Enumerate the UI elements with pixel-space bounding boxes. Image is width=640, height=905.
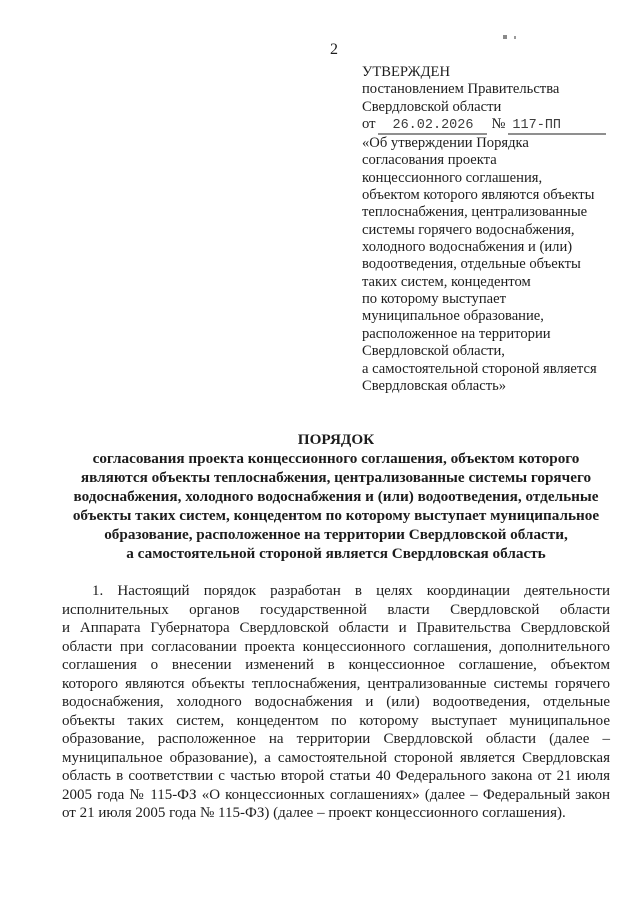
body-line: область в соответствии с частью второй статьи 40 Федерального закона от 21 июля — [62, 768, 610, 784]
body-line: которого являются объекты теплоснабжения, централизованные системы горячего — [62, 675, 610, 692]
order-subtitle-line: являются объекты теплоснабжения, централизованные системы горячего — [80, 469, 592, 486]
scan-artifact — [503, 35, 507, 39]
body-line: и Аппарата Губернатора Свердловской области и Правительства Свердловской — [62, 620, 610, 636]
approval-subject-line: по которому выступает — [362, 291, 506, 308]
approval-subject-line: концессионного соглашения, — [362, 169, 543, 186]
approval-intro-line: Свердловской области — [362, 98, 502, 115]
approval-subject-line: Свердловская область» — [362, 377, 507, 394]
approval-subject-line: согласования проекта — [362, 152, 497, 169]
approval-subject-line: а самостоятельной стороной является — [362, 360, 597, 377]
number-value: 117-ПП — [508, 118, 606, 135]
order-title: ПОРЯДОК — [297, 431, 375, 448]
approval-subject-line: холодного водоснабжения и (или) — [362, 239, 573, 256]
body-line: области при согласовании проекта концессионного соглашения, дополнительного — [62, 638, 610, 655]
approval-intro-line: УТВЕРЖДЕН — [362, 64, 450, 80]
order-heading — [62, 430, 610, 563]
approval-subject-line: «Об утверждении Порядка — [362, 135, 529, 152]
approval-subject-line: объектом которого являются объекты — [362, 187, 595, 204]
scan-artifact — [514, 36, 516, 39]
order-subtitle-line: водоснабжения, холодного водоснабжения и (или) водоотведения, отдельные — [73, 488, 599, 505]
approval-block — [362, 64, 620, 395]
body-line: муниципальное образование), а самостоятельной стороной является Свердловская — [62, 749, 610, 766]
order-subtitle-line: согласования проекта концессионного соглашения, объектом которого — [92, 450, 580, 467]
order-subtitle-line: образование, расположенное на территории Свердловской области, — [104, 526, 568, 543]
approval-subject-line: Свердловской области, — [362, 343, 505, 360]
approval-intro-line: постановлением Правительства — [362, 81, 560, 98]
body-line: соглашения о внесении изменений в концессионное соглашение, объектом — [62, 657, 610, 673]
page-number: 2 — [330, 41, 338, 58]
body-line: объекты таких систем, концедентом по которому выступает муниципальное — [62, 712, 610, 729]
approval-subject-line: водоотведения, отдельные объекты — [362, 256, 581, 273]
order-subtitle-line: а самостоятельной стороной является Свердловская область — [126, 545, 546, 562]
approval-subject-line: теплоснабжения, централизованные — [362, 204, 588, 221]
number-label: № — [491, 116, 506, 133]
approval-subject-line: системы горячего водоснабжения, — [362, 221, 575, 238]
date-label: от — [362, 116, 376, 133]
approval-subject-line: расположенное на территории — [362, 325, 551, 342]
body-line: 2005 года № 115-ФЗ «О концессионных соглашениях» (далее – Федеральный закон — [62, 786, 610, 803]
approval-subject-line: таких систем, концедентом — [362, 273, 531, 290]
body-line: исполнительных органов государственной власти Свердловской области — [62, 601, 610, 618]
body-line: водоснабжения, холодного водоснабжения и (или) водоотведения, отдельные — [62, 694, 610, 710]
order-subtitle-line: объекты таких систем, концедентом по которому выступает муниципальное — [72, 507, 600, 524]
body-paragraph — [62, 582, 610, 823]
approval-subject-line: муниципальное образование, — [362, 308, 544, 325]
body-line: образование, расположенное на территории Свердловской области (далее – — [62, 731, 610, 747]
body-line: 1. Настоящий порядок разработан в целях координации деятельности — [92, 583, 610, 599]
approval-date-line — [362, 116, 620, 135]
date-value: 26.02.2026 — [378, 118, 487, 135]
body-line: от 21 июля 2005 года № 115-ФЗ) (далее – проект концессионного соглашения). — [62, 805, 566, 821]
